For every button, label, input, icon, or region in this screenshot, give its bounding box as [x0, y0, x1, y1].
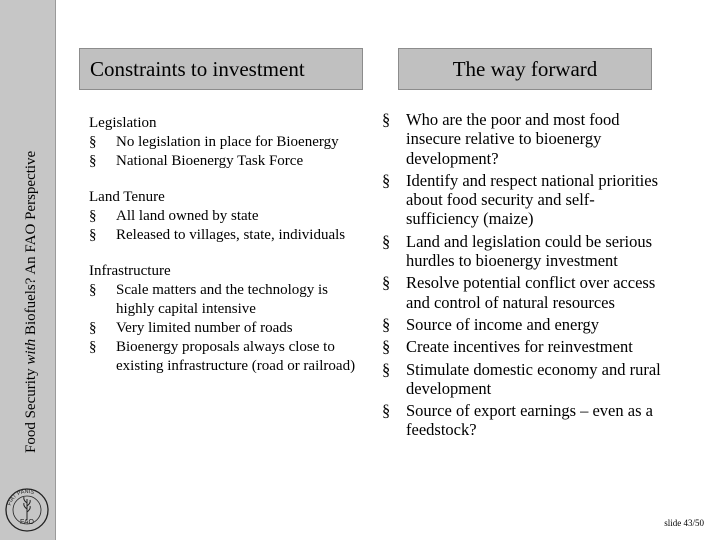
list-item: § Identify and respect national priorities about food security and self-sufficiency (maize): [382, 171, 667, 229]
list-item: § All land owned by state: [89, 207, 359, 226]
list-item: § Land and legislation could be serious hurdles to bioenergy investment: [382, 232, 667, 271]
logo-letters: FAO: [19, 519, 35, 526]
list-item: § Source of export earnings – even as a feedstock?: [382, 401, 667, 440]
constraints-heading: Constraints to investment: [79, 48, 363, 90]
sidebar-title: [22, 33, 40, 453]
list-item: § Source of income and energy: [382, 315, 667, 334]
list-item: § No legislation in place for Bioenergy: [89, 133, 359, 152]
way-forward-heading: The way forward: [398, 48, 652, 90]
logo-text: FIAT PANIS: [6, 488, 35, 507]
section-title: Legislation: [89, 115, 157, 131]
section-land-tenure: [89, 188, 359, 245]
sidebar-title-italic: with: [23, 338, 39, 365]
section-legislation: [89, 114, 359, 171]
sidebar: [0, 0, 56, 540]
section-infrastructure: [89, 262, 359, 376]
fao-logo-icon: [4, 487, 50, 533]
list-item: § Very limited number of roads: [89, 319, 359, 338]
section-title: Land Tenure: [89, 189, 165, 205]
list-item: § Released to villages, state, individuals: [89, 226, 359, 245]
sidebar-title-end: Biofuels? An FAO Perspective: [23, 150, 39, 339]
list-item: § National Bioenergy Task Force: [89, 152, 359, 171]
list-item: § Bioenergy proposals always close to existing infrastructure (road or railroad): [89, 338, 359, 376]
constraints-column: [89, 114, 359, 393]
slide-number: slide 43/50: [664, 518, 704, 528]
list-item: § Stimulate domestic economy and rural development: [382, 360, 667, 399]
sidebar-title-start: Food Security: [23, 364, 39, 453]
way-forward-column: [382, 110, 667, 443]
list-item: § Create incentives for reinvestment: [382, 337, 667, 356]
list-item: § Resolve potential conflict over access and control of natural resources: [382, 273, 667, 312]
list-item: § Who are the poor and most food insecure relative to bioenergy development?: [382, 110, 667, 168]
list-item: § Scale matters and the technology is highly capital intensive: [89, 281, 359, 319]
section-title: Infrastructure: [89, 263, 171, 279]
